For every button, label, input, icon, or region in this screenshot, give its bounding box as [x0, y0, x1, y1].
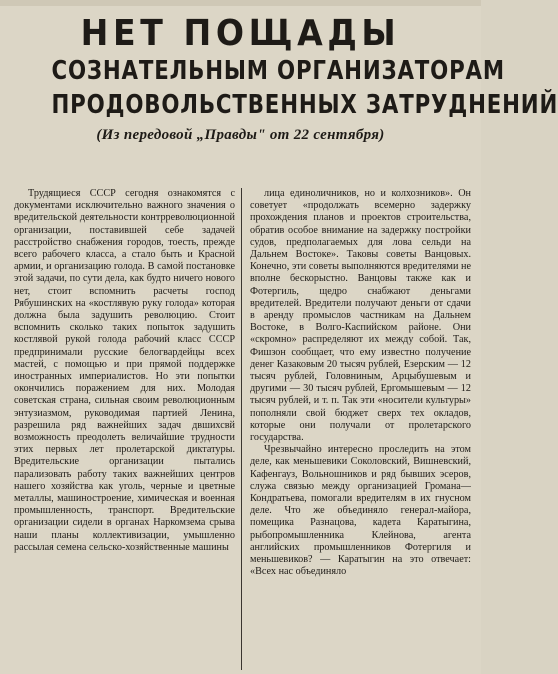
article-column-left [14, 188, 235, 670]
article-paragraph: Трудящиеся СССР сегодня ознакомятся с документами исключительно важного значения о вредительской деятельности контрреволюционной организации, поставившей себе задачей расстройство снабжения городов, тоесть, прежде всего рабочего класса, а стало быть и Красной армии, и организацию голода. В самой постановке этой задачи, по сути дела, как будто ничего нового нет, стоит вспомнить расчеты господ Рябушинских на «костлявую руку голода» которая должна была задушить революцию. Стоит вспомнить сколько таких попыток задушить костлявой рукой голода рабочий класс СССР предпринимали русские белогвардейцы всех мастей, с помощью и при прямой поддержке иностранных империалистов. Но эти попытки окончились поражением для них. Молодая советская страна, сильная своим революционным энтузиазмом, руководимая партией Ленина, разрешила ряд важнейших задач двшихсвй возможность преодолеть величайшие трудности этих первых лет пролетарской диктатуры. Вредительские организации пытались парализовать работу таких важнейших центров нашего хозяйства как уголь, черные и цветные металлы, машиностроение, химическая и военная промышленность, транспорт. Вредительские организации сидели в органах Наркомзема срыва наши планы коллективизации, умышленно рассылая семена сельско-хозяйственные машины [14, 188, 235, 553]
headline-subtitle-line-1: СОЗНАТЕЛЬНЫМ ОРГАНИЗАТОРАМ [51, 56, 505, 86]
headline-block [10, 13, 558, 146]
article-column-right [250, 188, 471, 670]
column-divider [241, 188, 242, 670]
headline-title: НЕТ ПОЩАДЫ [80, 13, 401, 54]
article-columns [14, 188, 471, 670]
page-top-edge [0, 0, 481, 6]
article-paragraph: лица единоличников, но и колхозников». Он советует «продолжать всемерно задержку прохождения планов и проектов строительства, обратив особое внимание на задержку постройки судов, предполагаемых для лова сельди на Дальнем Востоке». Таковы советы Ванцовых. Конечно, эти советы выполняются вредителями не вполне бескорыстно. Ванцовы также как и Фотергиль, щедро снабжают деньгами вредителей. Вредители получают деньги от сдачи в аренду промыслов частникам на Дальнем Востоке, в Волго-Каспийском районе. Они «скромно» распределяют их между собой. Так, Фишзон сообщает, что ему известно получение денег Казаковым 20 тысяч рублей, Езерским — 12 тысяч рублей, Головниным, Арцыбушевым и другими — 30 тысяч рублей, Ергомышевым — 12 тысяч рублей, и т. п. Так эти «носители культуры» пополняли свой бюджет сверх тех окладов, которые они получали от пролетарского государства. [250, 188, 471, 444]
headline-source: (Из передовой „Правды" от 22 сентября) [96, 127, 385, 143]
article-paragraph: Чрезвычайно интересно проследить на этом деле, как меньшевики Соколовский, Вишневский, Кафенгауз, Вольношников и ряд бывших эсеров, служа связью между организацией Громана—Кондратьева, помогали вредителям в их гнусном деле. Что же объединяло генерал-майора, помещика Разнацова, кадета Каратыгина, рыбопромышленника Клейнова, агента английских промышленников Фотергиля и меньшевиков? — Каратыгин на это отвечает: «Всех нас объединяло [250, 444, 471, 578]
headline-subtitle-line-2: ПРОДОВОЛЬСТВЕННЫХ ЗАТРУДНЕНИЙ [51, 90, 558, 120]
